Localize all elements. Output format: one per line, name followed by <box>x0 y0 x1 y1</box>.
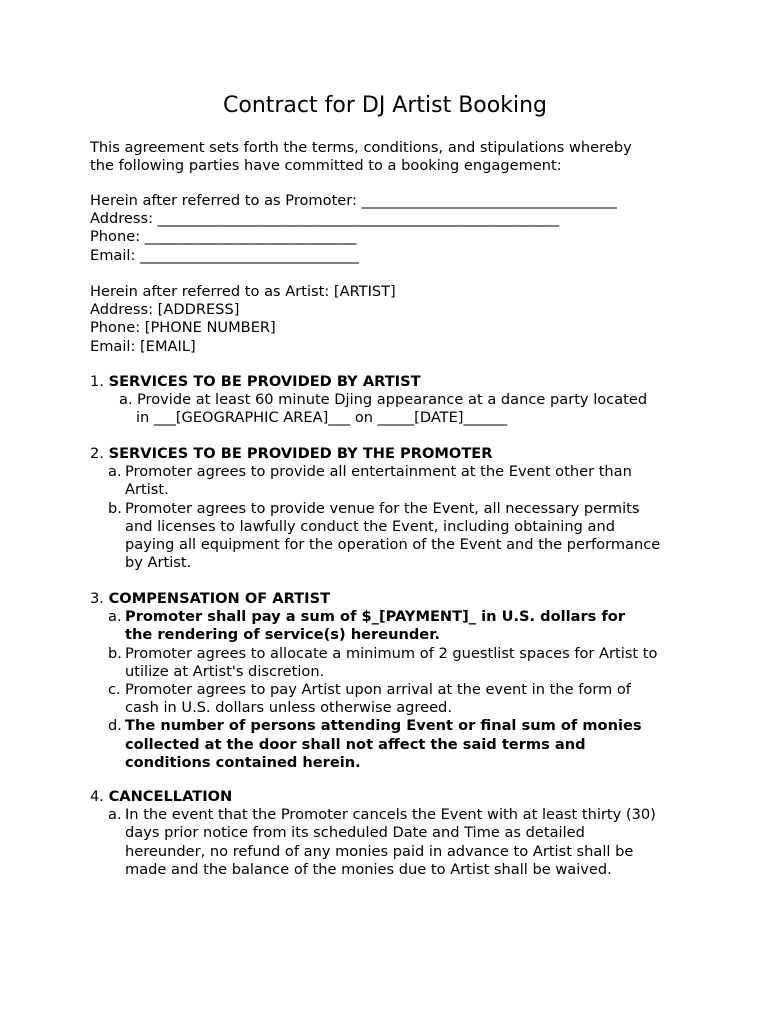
section-3 <box>90 590 690 772</box>
section-2 <box>90 445 690 572</box>
document-title: Contract for DJ Artist Booking <box>223 93 547 118</box>
intro-line: the following parties have committed to a booking engagement: <box>90 157 562 175</box>
clause-3b <box>108 645 690 681</box>
artist-email-field: Email: [EMAIL] <box>90 337 196 355</box>
section-heading <box>90 590 690 608</box>
clause-1a <box>119 391 690 427</box>
clause-line: utilize at Artist's discretion. <box>125 662 325 680</box>
promoter-email-field: Email: ______________________________ <box>90 246 359 264</box>
clause-line: made and the balance of the monies due to Artist shall be waived. <box>125 860 612 878</box>
clause-line: Provide at least 60 minute Djing appearance at a dance party located <box>137 391 648 409</box>
section-number: 1. <box>90 373 109 390</box>
clause-label: b. <box>108 499 122 517</box>
clause-3c <box>108 681 690 717</box>
clause-label: a. <box>108 608 122 626</box>
clause-line: days prior notice from its scheduled Date and Time as detailed <box>125 824 585 842</box>
clause-line: the rendering of service(s) hereunder. <box>125 626 440 644</box>
clause-2b <box>108 500 690 573</box>
clause-label: d. <box>108 717 122 735</box>
clause-line: and licenses to lawfully conduct the Event, including obtaining and <box>125 517 615 535</box>
artist-address-field: Address: [ADDRESS] <box>90 301 240 319</box>
artist-phone-field: Phone: [PHONE NUMBER] <box>90 319 276 337</box>
clause-line: collected at the door shall not affect the said terms and <box>125 735 586 753</box>
section-1 <box>90 373 690 428</box>
promoter-name-field: Herein after referred to as Promoter: ___________________________________ <box>90 192 617 209</box>
section-number: 3. <box>90 590 109 607</box>
clause-line: In the event that the Promoter cancels the Event with at least thirty (30) <box>125 806 656 824</box>
intro-line: This agreement sets forth the terms, conditions, and stipulations whereby <box>90 139 632 156</box>
clause-line: Promoter agrees to allocate a minimum of 2 guestlist spaces for Artist to <box>125 644 658 662</box>
clause-label: a. <box>119 391 133 409</box>
clause-line: hereunder, no refund of any monies paid in advance to Artist shall be <box>125 842 634 860</box>
clause-line: Promoter agrees to provide all entertainment at the Event other than <box>125 463 632 481</box>
clause-label: c. <box>108 680 121 698</box>
clause-label: a. <box>108 463 122 481</box>
artist-details <box>90 283 690 356</box>
clause-line: Promoter shall pay a sum of $_[PAYMENT]_ in U.S. dollars for <box>125 608 626 626</box>
section-title: CANCELLATION <box>108 788 233 805</box>
clause-3a <box>108 608 690 644</box>
clause-line: paying all equipment for the operation of the Event and the performance <box>125 535 661 553</box>
clause-line: cash in U.S. dollars unless otherwise agreed. <box>125 699 452 717</box>
section-heading <box>90 788 690 806</box>
clause-4a <box>108 806 690 879</box>
clause-line: by Artist. <box>125 554 192 572</box>
section-title: COMPENSATION OF ARTIST <box>108 590 331 607</box>
section-heading <box>90 445 690 463</box>
artist-name-field: Herein after referred to as Artist: [ARTIST] <box>90 283 396 300</box>
intro-paragraph <box>90 139 690 175</box>
section-heading <box>90 373 690 391</box>
section-title: SERVICES TO BE PROVIDED BY ARTIST <box>108 373 421 390</box>
promoter-details <box>90 192 690 265</box>
clause-label: a. <box>108 806 122 824</box>
clause-line: Promoter agrees to provide venue for the Event, all necessary permits <box>125 499 640 517</box>
promoter-address-field: Address: _______________________________________________________ <box>90 210 560 228</box>
clause-line: Artist. <box>125 481 169 499</box>
section-title: SERVICES TO BE PROVIDED BY THE PROMOTER <box>108 445 493 462</box>
section-4 <box>90 788 690 879</box>
clause-line: Promoter agrees to pay Artist upon arrival at the event in the form of <box>125 680 631 698</box>
section-number: 4. <box>90 788 109 805</box>
promoter-phone-field: Phone: _____________________________ <box>90 228 357 246</box>
clause-2a <box>108 463 690 499</box>
clause-3d <box>108 717 690 772</box>
clause-line: conditions contained herein. <box>125 753 361 771</box>
clause-label: b. <box>108 644 122 662</box>
clause-line: in ___[GEOGRAPHIC AREA]___ on _____[DATE]______ <box>136 409 508 427</box>
section-number: 2. <box>90 445 109 462</box>
clause-line: The number of persons attending Event or final sum of monies <box>125 717 642 735</box>
